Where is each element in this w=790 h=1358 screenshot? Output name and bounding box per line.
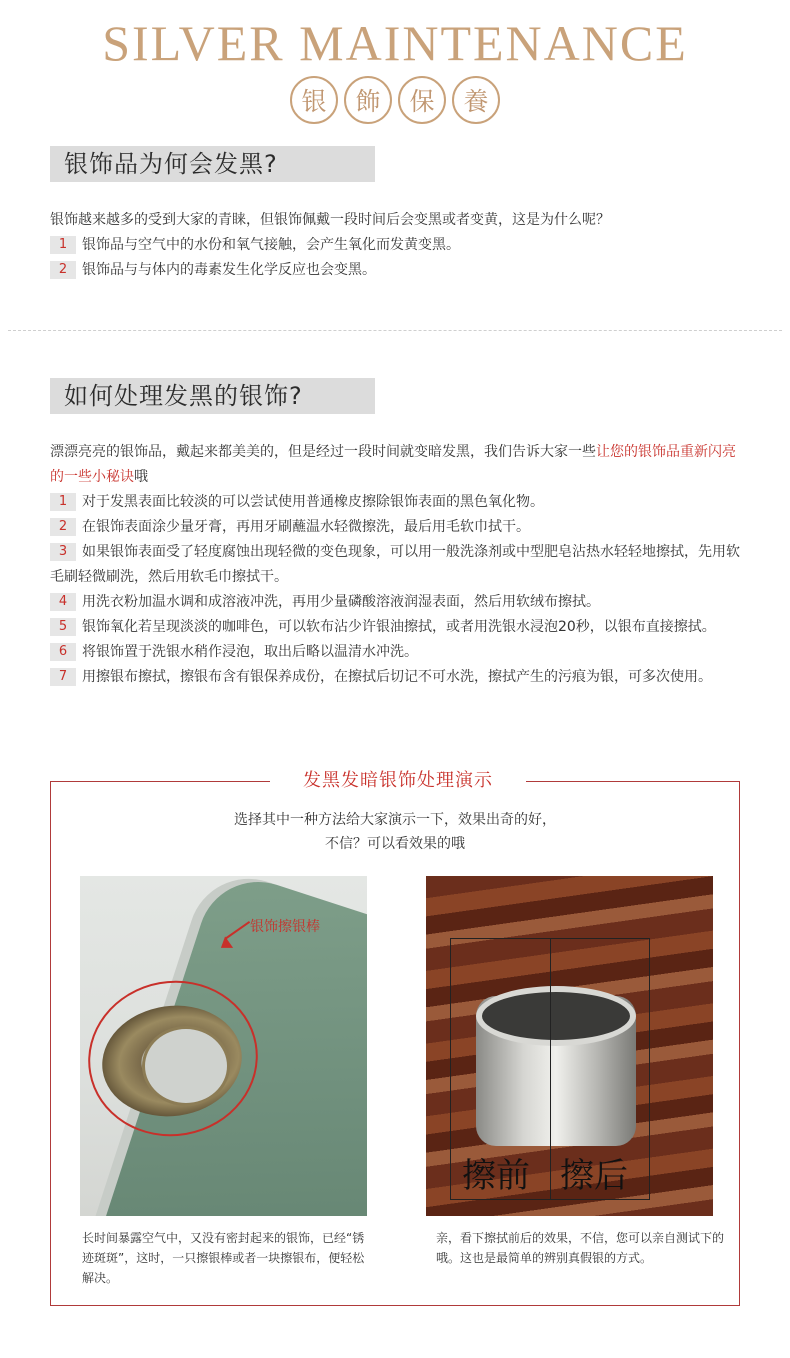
comparison-divider	[550, 938, 551, 1200]
item-number: 4	[50, 593, 76, 611]
list-item	[50, 590, 740, 615]
list-item	[50, 540, 740, 590]
list-item	[50, 640, 740, 665]
right-caption: 亲，看下擦拭前后的效果，不信，您可以亲自测试下的哦。这也是最简单的辨别真假银的方式。	[436, 1231, 725, 1265]
section-divider	[8, 330, 782, 331]
item-number: 5	[50, 618, 76, 636]
polishing-stick-label: 银饰擦银棒	[250, 919, 320, 935]
item-text: 在银饰表面涂少量牙膏，再用牙刷蘸温水轻微擦洗，最后用毛软巾拭干。	[82, 519, 530, 535]
section1-intro: 银饰越来越多的受到大家的青睐，但银饰佩戴一段时间后会变黑或者变黄，这是为什么呢？	[50, 212, 610, 228]
page-title: SILVER MAINTENANCE	[102, 15, 688, 71]
list-item	[50, 615, 740, 640]
photo-tarnished-ring	[80, 876, 367, 1216]
item-text: 对于发黑表面比较淡的可以尝试使用普通橡皮擦除银饰表面的黑色氧化物。	[82, 494, 544, 510]
demo-intro	[50, 808, 740, 856]
item-number: 3	[50, 543, 76, 561]
seal-1: 银	[290, 76, 338, 124]
intro-highlight: 让您的银饰品重新闪亮的一些小秘诀	[50, 444, 736, 485]
item-text: 将银饰置于洗银水稍作浸泡，取出后略以温清水冲洗。	[82, 644, 418, 660]
seal-3: 保	[398, 76, 446, 124]
demo-title: 发黑发暗银饰处理演示	[270, 768, 526, 794]
item-text: 如果银饰表面受了轻度腐蚀出现轻微的变色现象，可以用一般洗涤剂或中型肥皂沾热水轻轻地擦拭，先用软毛刷轻微刷洗，然后用软毛巾擦拭干。	[50, 544, 740, 585]
demo-intro-line2: 不信？可以看效果的哦	[325, 836, 465, 852]
seal-2: 飾	[344, 76, 392, 124]
section2-list	[50, 490, 740, 690]
section1-heading: 银饰品为何会发黑?	[50, 146, 375, 182]
before-label: 擦前	[462, 1156, 530, 1196]
item-number: 7	[50, 668, 76, 686]
seal-4: 養	[452, 76, 500, 124]
list-item	[50, 665, 740, 690]
intro-text: 漂漂亮亮的银饰品，戴起来都美美的，但是经过一段时间就变暗发黑，我们告诉大家一些	[50, 444, 596, 460]
item-text: 用洗衣粉加温水调和成溶液冲洗，再用少量磷酸溶液润湿表面，然后用软绒布擦拭。	[82, 594, 600, 610]
section2-intro	[50, 440, 740, 490]
section1-list	[50, 233, 740, 283]
item-number: 2	[50, 518, 76, 536]
list-item	[50, 515, 740, 540]
list-item	[50, 490, 740, 515]
left-caption: 长时间暴露空气中，又没有密封起来的银饰，已经“锈迹斑斑”，这时，一只擦银棒或者一块擦银布，便轻松解决。	[82, 1231, 365, 1285]
intro-text-end: 哦	[134, 469, 148, 485]
item-number: 6	[50, 643, 76, 661]
photo-before-after-ring	[426, 876, 713, 1216]
after-label: 擦后	[560, 1156, 628, 1196]
item-number: 2	[50, 261, 76, 279]
item-number: 1	[50, 493, 76, 511]
demo-intro-line1: 选择其中一种方法给大家演示一下，效果出奇的好，	[234, 812, 556, 828]
item-text: 银饰氧化若呈现淡淡的咖啡色，可以软布沾少许银油擦拭，或者用洗银水浸泡20秒，以银布直接擦拭。	[82, 619, 716, 635]
list-item	[50, 258, 740, 283]
item-text: 用擦银布擦拭，擦银布含有银保养成份，在擦拭后切记不可水洗，擦拭产生的污痕为银，可多次使用。	[82, 669, 712, 685]
seal-row	[0, 76, 790, 124]
item-text: 银饰品与与体内的毒素发生化学反应也会变黑。	[82, 262, 376, 278]
list-item	[50, 233, 740, 258]
item-text: 银饰品与空气中的水份和氧气接触，会产生氧化而发黄变黑。	[82, 237, 460, 253]
section2-heading: 如何处理发黑的银饰?	[50, 378, 375, 414]
item-number: 1	[50, 236, 76, 254]
